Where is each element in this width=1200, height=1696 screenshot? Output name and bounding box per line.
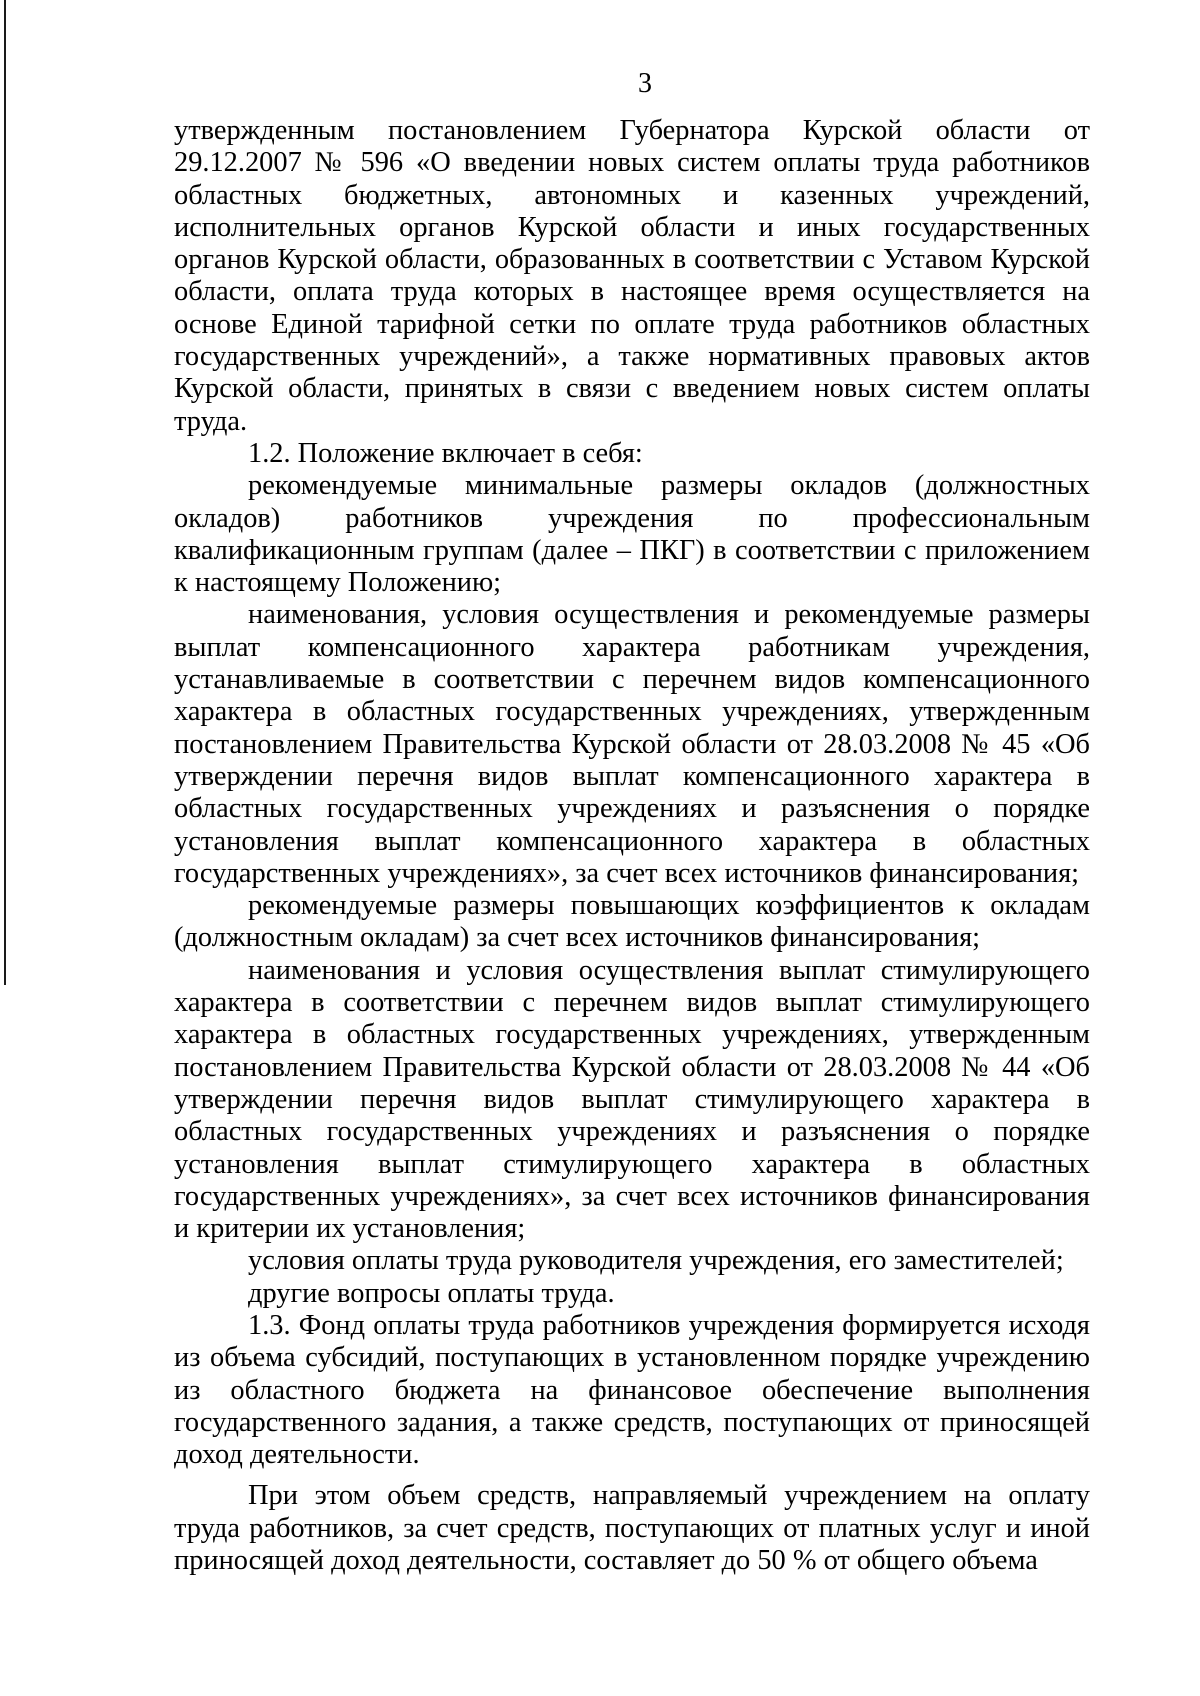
document-body — [174, 115, 1090, 1577]
scan-edge-line — [4, 0, 6, 985]
paragraph-compensation-payments: наименования, условия осуществления и рекомендуемые размеры выплат компенсационного характера работникам учреждения, устанавливаемые в соответствии с перечнем видов компенсационного характера в областных государственных учреждениях, утвержденным постановлением Правительства Курской области от 28.03.2008 № 45 «Об утверждении перечня видов выплат компенсационного характера в областных государственных учреждениях и разъяснения о порядке установления выплат компенсационного характера в областных государственных учреждениях», за счет всех источников финансирования; — [174, 599, 1090, 889]
paragraph-min-salaries: рекомендуемые минимальные размеры окладов (должностных окладов) работников учреждения по профессиональным квалификационным группам (далее – ПКГ) в соответствии с приложением к настоящему Положению; — [174, 470, 1090, 599]
paragraph-coefficients: рекомендуемые размеры повышающих коэффициентов к окладам (должностным окладам) за счет всех источников финансирования; — [174, 890, 1090, 954]
paragraph-paid-services-share: При этом объем средств, направляемый учреждением на оплату труда работников, за счет средств, поступающих от платных услуг и иной приносящей доход деятельности, составляет до 50 % от общего объема — [174, 1480, 1090, 1577]
page-number: 3 — [638, 68, 652, 99]
paragraph-head-pay-conditions: условия оплаты труда руководителя учреждения, его заместителей; — [248, 1245, 1064, 1277]
paragraph-incentive-payments: наименования и условия осуществления выплат стимулирующего характера в соответствии с перечнем видов выплат стимулирующего характера в областных государственных учреждениях, утвержденным постановлением Правительства Курской области от 28.03.2008 № 44 «Об утверждении перечня видов выплат стимулирующего характера в областных государственных учреждениях и разъяснения о порядке установления выплат стимулирующего характера в областных государственных учреждениях», за счет всех источников финансирования и критерии их установления; — [174, 954, 1090, 1245]
paragraph-1-3-payroll-fund: 1.3. Фонд оплаты труда работников учреждения формируется исходя из объема субсидий, поступающих в установленном порядке учреждению из областного бюджета на финансовое обеспечение выполнения государственного задания, а также средств, поступающих от приносящей доход деятельности. — [174, 1309, 1090, 1471]
paragraph-continuation: утвержденным постановлением Губернатора Курской области от 29.12.2007 № 596 «О введении новых систем оплаты труда работников областных бюджетных, автономных и казенных учреждений, исполнительных органов Курской области и иных государственных органов Курской области, образованных в соответствии с Уставом Курской области, оплата труда которых в настоящее время осуществляется на основе Единой тарифной сетки по оплате труда работников областных государственных учреждений», а также нормативных правовых актов Курской области, принятых в связи с введением новых систем оплаты труда. — [174, 115, 1090, 437]
paragraph-1-2-heading: 1.2. Положение включает в себя: — [248, 437, 643, 469]
paragraph-other-questions: другие вопросы оплаты труда. — [248, 1277, 615, 1309]
